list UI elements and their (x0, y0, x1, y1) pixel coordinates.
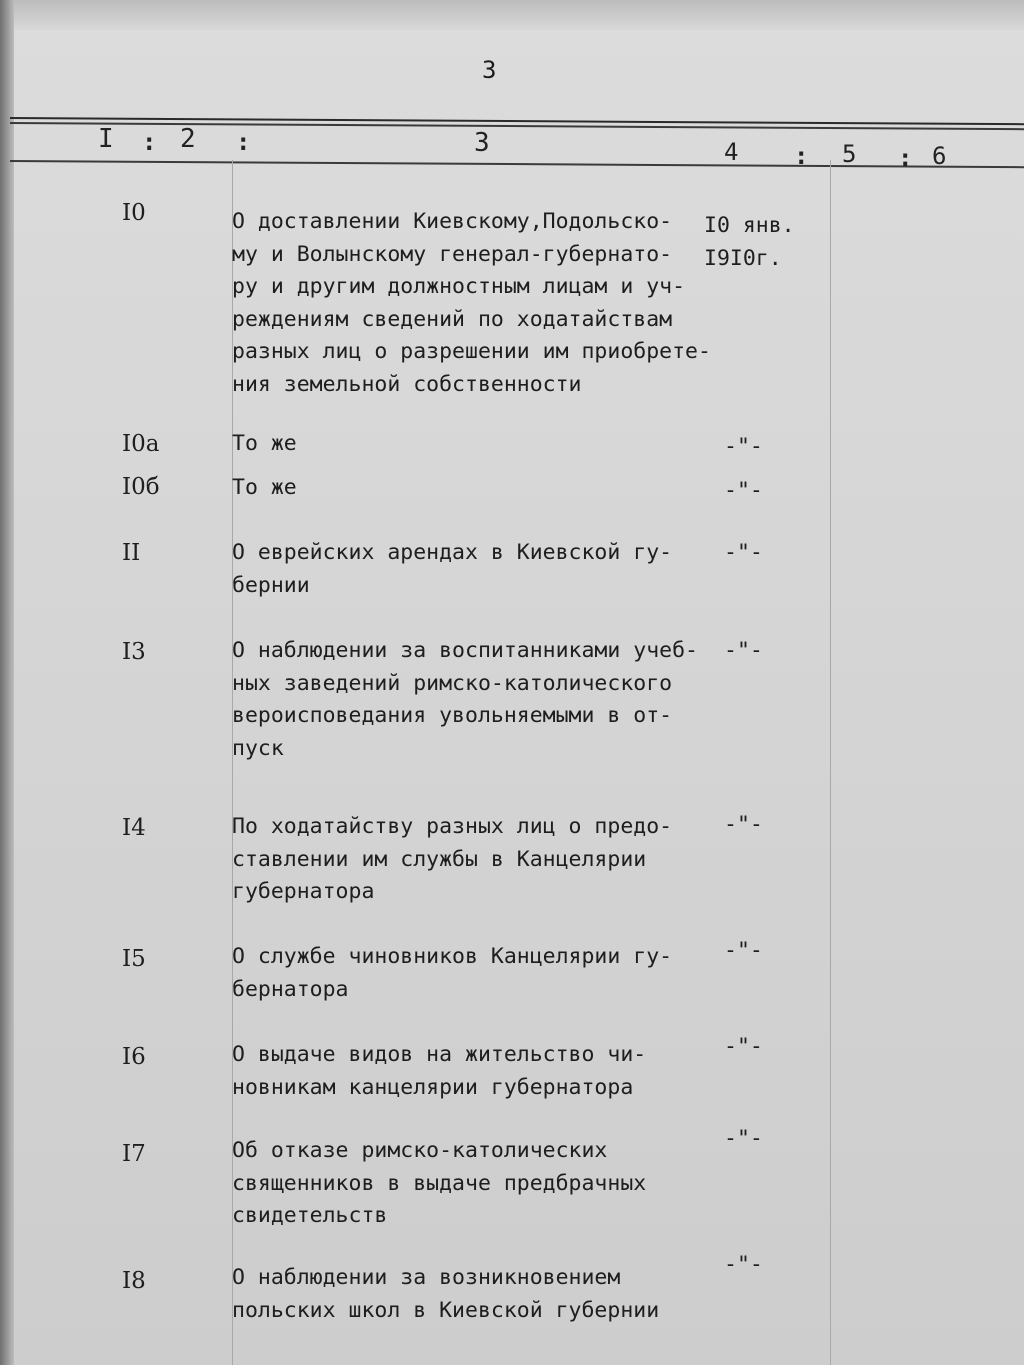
header-rule-bottom (10, 160, 1024, 168)
entry-title: О еврейских арендах в Киевской гу- бернии (232, 540, 673, 598)
entry-title: О доставлении Киевскому,Подольско- му и Волынскому генерал-губернато- ру и другим должностным лицам и уч- реждениям сведений по ходатайствам разных лиц о разрешении им приобрете- ния земельной собственности (232, 209, 711, 397)
header-col-5: 5 (842, 140, 857, 168)
entry-date-ditto: -"- (724, 812, 763, 837)
entry-number: I5 (122, 946, 146, 972)
entry-title: О наблюдении за воспитанниками учеб- ных заведений римско-католического вероисповедания увольняемыми в от- пуск (232, 638, 698, 761)
header-separator: : (794, 142, 809, 170)
entry-date-ditto: -"- (724, 434, 763, 459)
header-col-3: 3 (474, 128, 490, 158)
entry-date: I0 янв. I9I0г. (704, 213, 795, 271)
entry-date-ditto: -"- (724, 478, 763, 503)
entry-number: I7 (122, 1141, 146, 1167)
entry-number: I8 (122, 1268, 146, 1294)
entry-number: I0б (122, 474, 160, 500)
entry-title: То же (232, 475, 297, 500)
page-edge-top (0, 0, 1024, 30)
entry-number: I4 (122, 815, 146, 841)
header-separator: : (142, 128, 157, 156)
header-separator: : (236, 128, 251, 156)
entry-date-ditto: -"- (724, 1252, 763, 1277)
entry-date-ditto: -"- (724, 1034, 763, 1059)
entry-date-ditto: -"- (724, 540, 763, 565)
entry-number: I0 (122, 200, 146, 226)
entry-number: I0а (122, 431, 160, 457)
entry-number: I6 (122, 1044, 146, 1070)
entry-date-ditto: -"- (724, 938, 763, 963)
entry-date-ditto: -"- (724, 638, 763, 663)
column-rule (830, 160, 831, 1365)
entry-number: I3 (122, 639, 146, 665)
entry-title: По ходатайству разных лиц о предо- ставлении им службы в Канцелярии губернатора (232, 814, 673, 904)
entry-title: О службе чиновников Канцелярии гу- бернатора (232, 944, 673, 1002)
header-separator: : (898, 144, 913, 172)
page-number: 3 (482, 56, 497, 84)
header-col-6: 6 (932, 142, 947, 170)
header-col-2: 2 (180, 124, 196, 154)
page-edge-left (0, 0, 14, 1365)
entry-title: О выдаче видов на жительство чи- новникам канцелярии губернатора (232, 1042, 647, 1100)
entry-date-ditto: -"- (724, 1126, 763, 1151)
entry-title: Об отказе римско-католических священников в выдаче предбрачных свидетельств (232, 1138, 647, 1228)
header-col-4: 4 (724, 138, 739, 166)
entry-number: II (122, 540, 141, 566)
entry-title: То же (232, 431, 297, 456)
entry-title: О наблюдении за возникновением польских школ в Киевской губернии (232, 1265, 660, 1323)
header-col-1: I (98, 124, 114, 154)
